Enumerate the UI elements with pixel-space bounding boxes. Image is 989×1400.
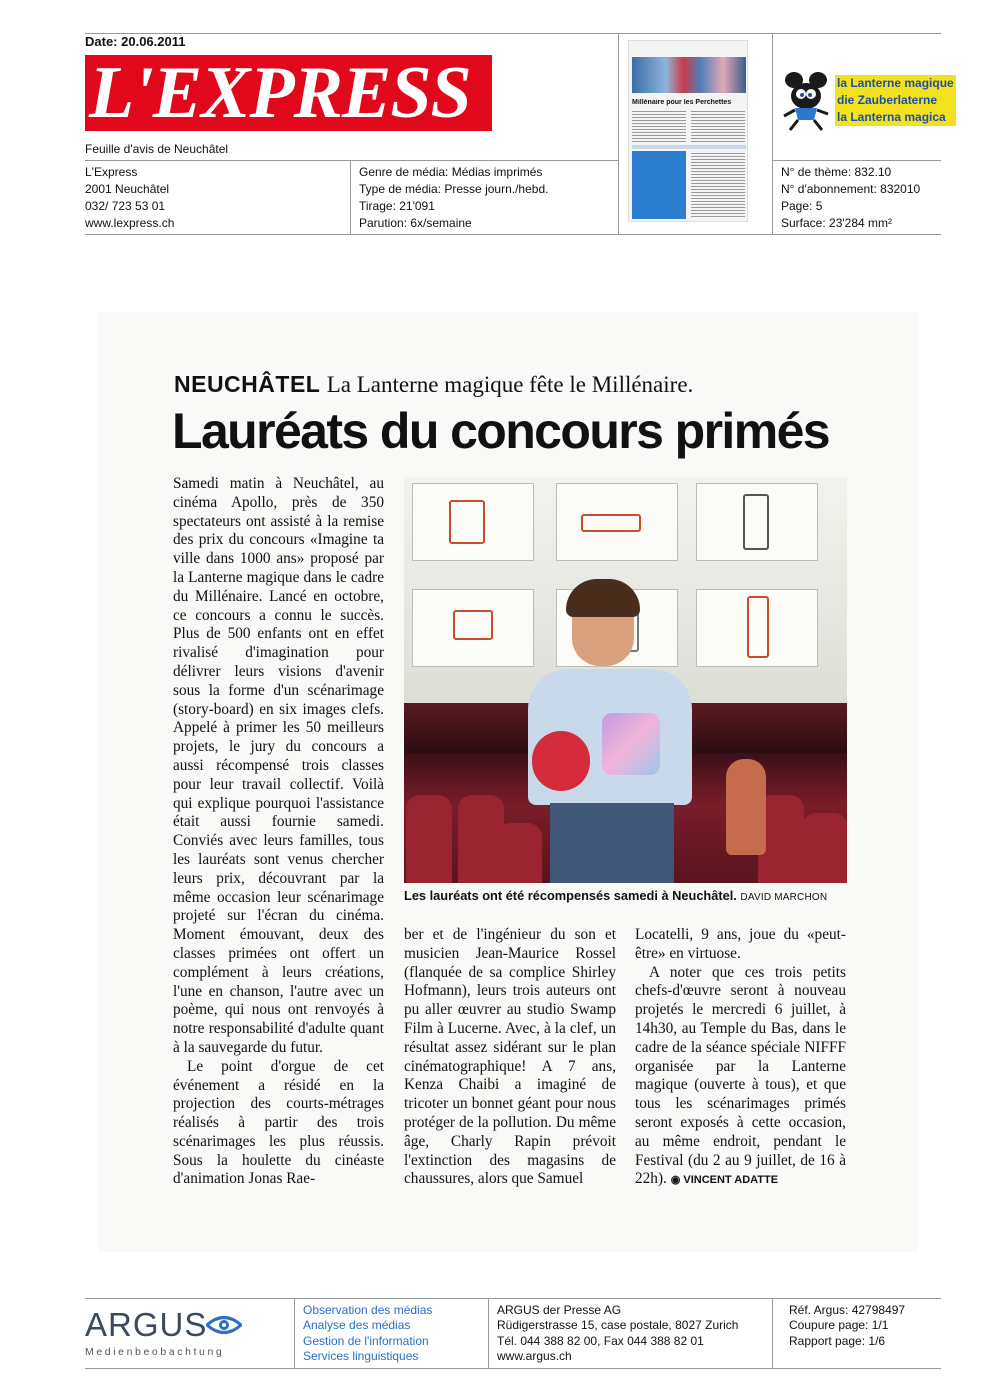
footer-bottom-rule [85,1368,941,1369]
publisher-info [85,164,174,232]
thumbnail-band [632,145,746,149]
surface-area: Surface: 23'284 mm² [781,216,893,230]
argus-logo-subtitle: Medienbeobachtung [85,1346,225,1358]
thumbnail-headline: Millénaire pour les Perchettes [632,99,732,106]
company-phone: Tél. 044 388 82 00, Fax 044 388 82 01 [497,1333,704,1348]
storyboard-panel [412,483,534,561]
partner-name-fr: la Lanterne magique [837,76,954,90]
publisher-name: L'Express [85,165,138,179]
caption-text: Les lauréats ont été récompensés samedi à Neuchâtel. [404,888,737,903]
article-column-3 [635,926,846,1190]
thumbnail-text [691,111,745,143]
media-frequency: Parution: 6x/semaine [359,216,472,230]
storyboard-panel [412,589,534,667]
paragraph: Samedi matin à Neuchâtel, au cinéma Apollo, près de 350 spectateurs ont assisté à la remise des prix du concours «Imagine ta ville dans 1000 ans» proposé par la Lanterne magique dans le cadre du Millénaire. Lancé en octobre, ce concours a connu le succès. Plus de 500 enfants ont en effet rivalisé d'imagination pour délivrer leurs visions d'avenir sous la forme d'un scénarimage (story-board) en six images clefs. Appelé à primer les 50 meilleurs projets, le jury du concours a aussi récompensé trois classes pour leur travail collectif. Voilà qui explique pourquoi l'assistance était aussi fournie samedi. Conviés avec leurs familles, tous les lauréats sont venus chercher leurs prix, découvrant par la même occasion leur scénarimage projeté sur l'écran du cinéma. Moment émouvant, deux des classes primées ont offert un complément à leurs créations, l'une en chanson, l'autre avec un poème, qui nous ont renvoyés à notre responsabilité d'adulte quant à la sauvegarde du futur. [173,475,384,1056]
thumbnail-article [632,151,686,219]
storyboard-panel [696,589,818,667]
service-item: Gestion de l'information [303,1333,429,1348]
author-name: VINCENT ADATTE [683,1174,779,1187]
footer-divider [488,1298,489,1368]
report-page: Rapport page: 1/6 [789,1333,886,1348]
service-item: Services linguistiques [303,1348,419,1363]
newspaper-subtitle: Feuille d'avis de Neuchâtel [85,142,229,156]
company-name: ARGUS der Presse AG [497,1303,622,1317]
footer-divider [294,1298,295,1368]
eye-icon [206,1314,242,1336]
thumbnail-text [691,153,745,217]
storyboard-panel [556,483,678,561]
storyboard-panel [696,483,818,561]
publisher-website: www.lexpress.ch [85,216,175,230]
argus-services [303,1303,432,1364]
prize-gift [602,713,660,775]
thumbnail-photo [632,57,746,93]
page-number: Page: 5 [781,199,823,213]
service-item: Analyse des médias [303,1318,411,1333]
footer-top-rule [85,1298,941,1299]
clipping-page: Coupure page: 1/1 [789,1318,889,1333]
publisher-address: 2001 Neuchâtel [85,182,170,196]
media-genre: Genre de média: Médias imprimés [359,165,543,179]
media-info [359,164,548,232]
company-website: www.argus.ch [497,1348,572,1363]
mascot-icon [780,70,832,132]
header-top-rule [85,33,941,34]
argus-logo-text: ARGUS [85,1306,208,1343]
company-street: Rüdigerstrasse 15, case postale, 8027 Zurich [497,1318,739,1333]
red-cap [532,731,590,791]
argus-ref: Réf. Argus: 42798497 [789,1303,906,1317]
author-signature: ◉ VINCENT ADATTE [670,1174,779,1187]
argus-address [497,1303,738,1364]
newspaper-logo [85,55,492,131]
header-divider [350,160,351,234]
media-circulation: Tirage: 21'091 [359,199,435,213]
thumbnail-text [632,111,686,143]
paragraph [635,964,846,1191]
photo-credit: DAVID MARCHON [740,892,828,903]
argus-references [789,1303,905,1349]
subscription-number: N° d'abonnement: 832010 [781,182,921,196]
reference-info [781,164,920,232]
header-rule [85,160,618,161]
header-divider [618,33,619,234]
paragraph: ber et de l'ingénieur du son et musicien Jean-Maurice Rossel (flanquée de sa complice Shirley Hofmann), leurs trois auteurs ont pu aller œuvrer au studio Swamp Film à Lucerne. Avec, à la clef, un résultat assez sidérant sur le plan cinématographique! A 7 ans, Kenza Chaibi a imaginé de tricoter un bonnet géant pour nous protéger de la pollution. Du même âge, Charly Rapin prévoit l'extinction des magasins de chaussures, alors que Samuel [404,926,616,1188]
header-divider [772,33,773,234]
theme-number: N° de thème: 832.10 [781,165,892,179]
partner-logo-text [835,75,956,126]
thumbnail-masthead [632,44,744,50]
kicker-place: NEUCHÂTEL [174,371,321,397]
paragraph: Locatelli, 9 ans, joue du «peut-être» en virtuose. [635,926,846,962]
lanterne-magique-logo [780,70,954,130]
paragraph: Le point d'orgue de cet événement a résidé en la projection des courts-métrages réalisés à partir des trois scénarimages les plus réussis. Sous la houlette du cinéaste d'animation Jonas Rae- [173,1057,384,1188]
page-thumbnail [628,40,748,222]
header-rule-right [772,160,941,161]
newspaper-logo-text: L'EXPRESS [89,55,471,131]
media-type: Type de média: Presse journ./hebd. [359,182,549,196]
article-kicker [174,371,693,398]
footer-divider [772,1298,773,1368]
service-item: Observation des médias [303,1303,433,1317]
kicker-text: La Lanterne magique fête le Millénaire. [326,372,694,397]
article-column-2 [404,926,616,1189]
header-bottom-rule [85,234,941,235]
publisher-phone: 032/ 723 53 01 [85,199,166,213]
photo-caption [404,888,827,903]
article-headline: Lauréats du concours primés [172,403,829,459]
partner-name-de: die Zauberlaterne [835,92,956,109]
partner-name-it: la Lanterna magica [835,109,956,126]
article-photo [404,477,847,883]
presenter-figure [726,759,766,855]
paragraph-text: A noter que ces trois petits chefs-d'œuvre seront à nouveau projetés le mercredi 6 juillet, à 14h30, au Temple du Bas, dans le cadre de la séance spéciale NIFFF organisée par la Lanterne magique (ouverte à tous), et que tous les scénarimages primés seront exposés à cette occasion, au même endroit, pendant le Festival (du 2 au 9 juillet, de 16 à 22h). [635,963,846,1188]
clipping-date: Date: 20.06.2011 [85,34,186,49]
article-column-1 [173,475,384,1189]
boy-jeans [550,803,674,883]
